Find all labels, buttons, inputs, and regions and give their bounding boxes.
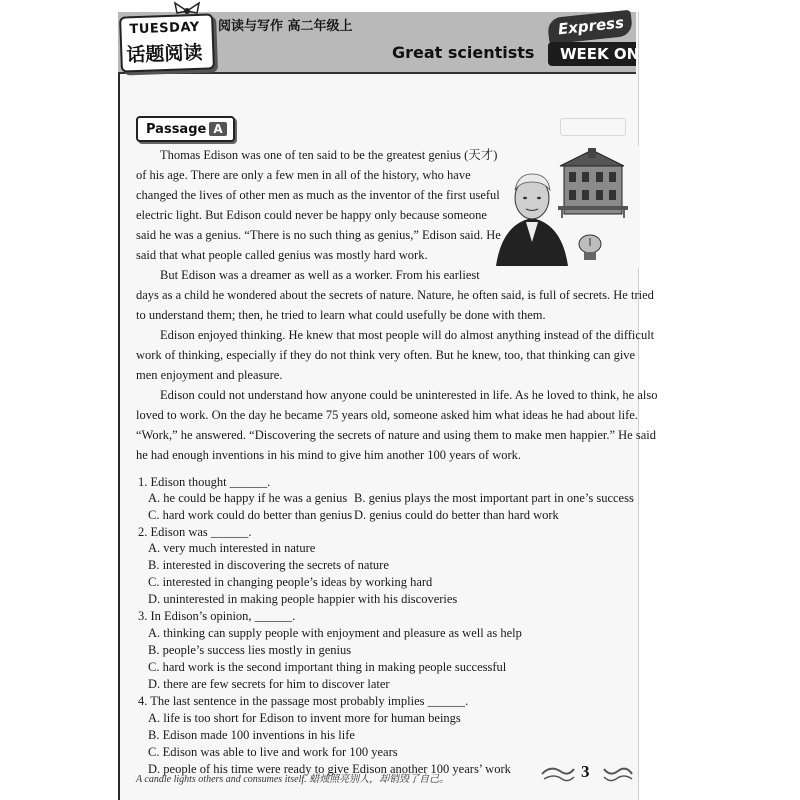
page-number: 3 (581, 762, 590, 781)
question-1-stem: 1. Edison thought ______. (138, 475, 271, 489)
question-1-option-a: A. he could be happy if he was a genius (148, 491, 348, 505)
question-2-option-a: A. very much interested in nature (148, 541, 316, 555)
passage-label (136, 116, 235, 142)
para3-line2: work of thinking, especially if they do not think very often. But he knew, too, that thinking can give (136, 348, 636, 362)
question-3-option-c: C. hard work is the second important thing in making people successful (148, 660, 507, 674)
para4-line3: “Work,” he answered. “Discovering the secrets of nature and using them to make men happier.” He said (136, 428, 656, 442)
faint-stamp (560, 118, 626, 136)
question-2-option-b: B. interested in discovering the secrets of nature (148, 558, 389, 572)
topic-tag: 话题阅读 (126, 41, 203, 67)
para3-line3: men enjoyment and pleasure. (136, 368, 283, 382)
question-1-option-d: D. genius could do better than hard work (354, 508, 559, 522)
para1-line5: said he was a genius. “There is no such thing as genius,” Edison said. He (136, 228, 501, 242)
day-label: TUESDAY (129, 19, 200, 38)
swirl-ornament-icon (602, 763, 634, 785)
para1-line6: said that what people called genius was mostly hard work. (136, 248, 428, 262)
question-4-option-a: A. life is too short for Edison to invent more for human beings (148, 711, 461, 725)
question-3-stem: 3. In Edison’s opinion, ______. (138, 609, 296, 623)
passage-word: Passage (146, 121, 207, 137)
week-badge (548, 42, 650, 66)
question-4-stem: 4. The last sentence in the passage most probably implies ______. (138, 694, 469, 708)
question-4-option-c: C. Edison was able to live and work for 100 years (148, 745, 398, 759)
question-4-option-b: B. Edison made 100 inventions in his life (148, 728, 355, 742)
para4-line2: loved to work. On the day he became 75 years old, someone asked him what ideas he had about life. (136, 408, 638, 422)
question-1-option-b: B. genius plays the most important part in one’s success (354, 491, 634, 505)
question-3-option-b: B. people’s success lies mostly in genius (148, 643, 352, 657)
para2-line3: to understand them; then, he tried to learn what could usefully be done with them. (136, 308, 546, 322)
para1-line1: Thomas Edison was one of ten said to be the greatest genius (天才) (160, 148, 498, 162)
question-1-option-c: C. hard work could do better than genius (148, 508, 353, 522)
ribbon-bow-icon (172, 0, 202, 22)
para1-line2: of his age. There are only a few men in all of the history, who have (136, 168, 471, 182)
para1-line3: changed the lives of other men as much as the inventor of the first useful (136, 188, 500, 202)
swirl-ornament-icon (540, 763, 576, 785)
para4-line4: he had enough inventions in his mind to give him another 100 years of work. (136, 448, 522, 462)
series-title: 阅读与写作 高二年级上 (218, 19, 353, 34)
para1-line4: electric light. But Edison could never be happy only because someone (136, 208, 487, 222)
question-4-option-d: D. people of his time were ready to give Edison another 100 years’ work (148, 762, 511, 776)
para3-line1: Edison enjoyed thinking. He knew that most people will do almost anything instead of the difficult (160, 328, 655, 342)
day-tab (119, 13, 215, 72)
passage-letter: A (209, 122, 226, 136)
question-2-stem: 2. Edison was ______. (138, 525, 252, 539)
section-title: Great scientists (392, 43, 535, 62)
para4-line1: Edison could not understand how anyone could be uninterested in life. As he loved to think, he also (160, 388, 658, 402)
week-label: WEEK ONE (560, 45, 650, 63)
para2-line2: days as a child he wondered about the secrets of nature. Nature, he often said, is full of secrets. He tried (136, 288, 654, 302)
question-2-option-d: D. uninterested in making people happier with his discoveries (148, 592, 458, 606)
brand-text: Express (557, 13, 625, 39)
question-2-option-c: C. interested in changing people’s ideas by working hard (148, 575, 433, 589)
para2-line1: But Edison was a dreamer as well as a worker. From his earliest (160, 268, 480, 282)
edison-illustration (492, 146, 640, 268)
question-3-option-d: D. there are few secrets for him to discover later (148, 677, 390, 691)
question-3-option-a: A. thinking can supply people with enjoyment and pleasure as well as help (148, 626, 522, 640)
footer-quote: A candle lights others and consumes itself. 蜡烛照亮别人，却销毁了自己。 (136, 774, 450, 785)
